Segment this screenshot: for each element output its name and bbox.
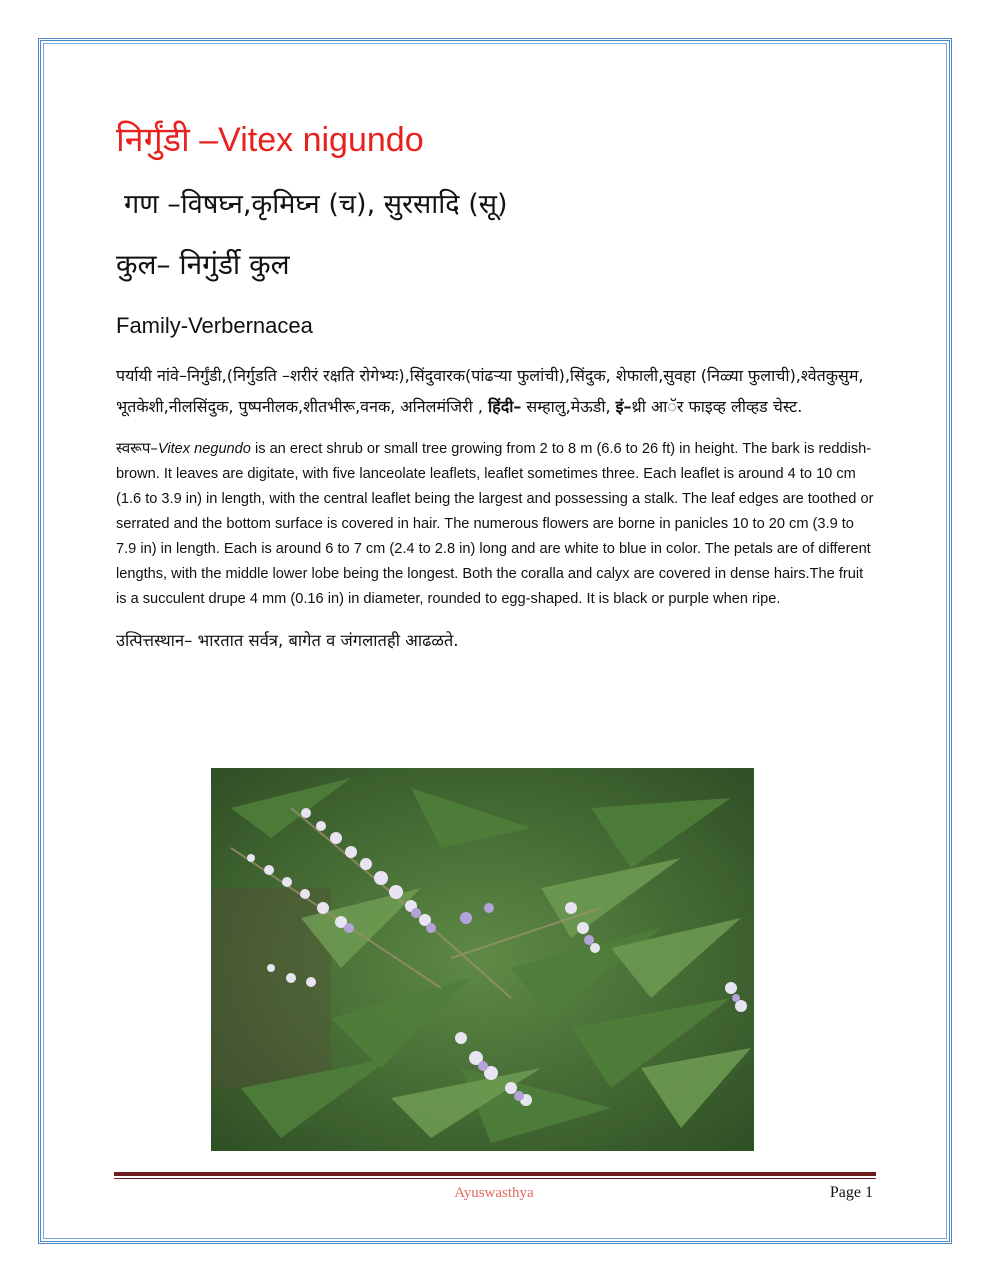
footer-rule bbox=[114, 1172, 876, 1176]
footer-brand: Ayuswasthya bbox=[454, 1185, 534, 1201]
description-label: स्वरूप– bbox=[116, 439, 158, 457]
plant-photo bbox=[211, 768, 754, 1151]
species-name: Vitex negundo bbox=[157, 441, 251, 457]
hindi-names: सम्हालु,मेऊडी, bbox=[521, 397, 616, 416]
description-paragraph bbox=[116, 436, 876, 612]
document-title: निर्गुंडी –Vitex nigundo bbox=[116, 121, 424, 159]
origin-paragraph: उत्पित्तस्थान– भारतात सर्वत्र, बागेत व जंगलातही आढळते. bbox=[116, 631, 459, 650]
english-names: थ्री आॅर फाइव्ह लीव्हड चेस्ट. bbox=[631, 397, 803, 416]
family-heading: Family-Verbernacea bbox=[116, 313, 313, 338]
vitex-plant-image bbox=[211, 768, 754, 1151]
synonyms-text: पर्यायी नांवे–निर्गुंडी,(निर्गुडति –शरीरं रक्षति रोगेभ्यः),सिंदुवारक(पांढऱ्या फुलांची),सिंदुक, शेफाली,सुवहा (निळ्या फुलाची),श्वेतकुसुम, भूतकेशी,नीलसिंदुक, पुष्पनीलक,शीतभीरू,वनक, अनिलमंजिरी , bbox=[116, 366, 864, 416]
kul-heading: कुल– निगुंर्डी कुल bbox=[116, 248, 290, 281]
description-text: is an erect shrub or small tree growing from 2 to 8 m (6.6 to 26 ft) in height. The bark is reddish-brown. It leaves are digitate, with five lanceolate leaflets, leaflet sometimes three. Each leaflet is around 4 to 10 cm (1.6 to 3.9 in) in length, with the central leaflet being the largest and possessing a stalk. The leaf edges are toothed or serrated and the bottom surface is covered in hair. The numerous flowers are borne in panicles 10 to 20 cm (3.9 to 7.9 in) in length. Each is around 6 to 7 cm (2.4 to 2.8 in) long and are white to blue in color. The petals are of different lengths, with the middle lower lobe being the longest. Both the coralla and calyx are covered in dense hairs.The fruit is a succulent drupe 4 mm (0.16 in) in diameter, rounded to egg-shaped. It is black or purple when ripe. bbox=[116, 441, 874, 607]
english-label: इं– bbox=[615, 397, 632, 416]
page-number: Page 1 bbox=[829, 1184, 873, 1201]
footer-rule-thin bbox=[114, 1178, 876, 1179]
gana-heading: गण –विषघ्न,कृमिघ्न (च), सुरसादि (सू) bbox=[124, 189, 508, 220]
document-body bbox=[116, 112, 876, 656]
synonyms-paragraph bbox=[116, 360, 876, 422]
hindi-label: हिंदी– bbox=[488, 397, 522, 416]
